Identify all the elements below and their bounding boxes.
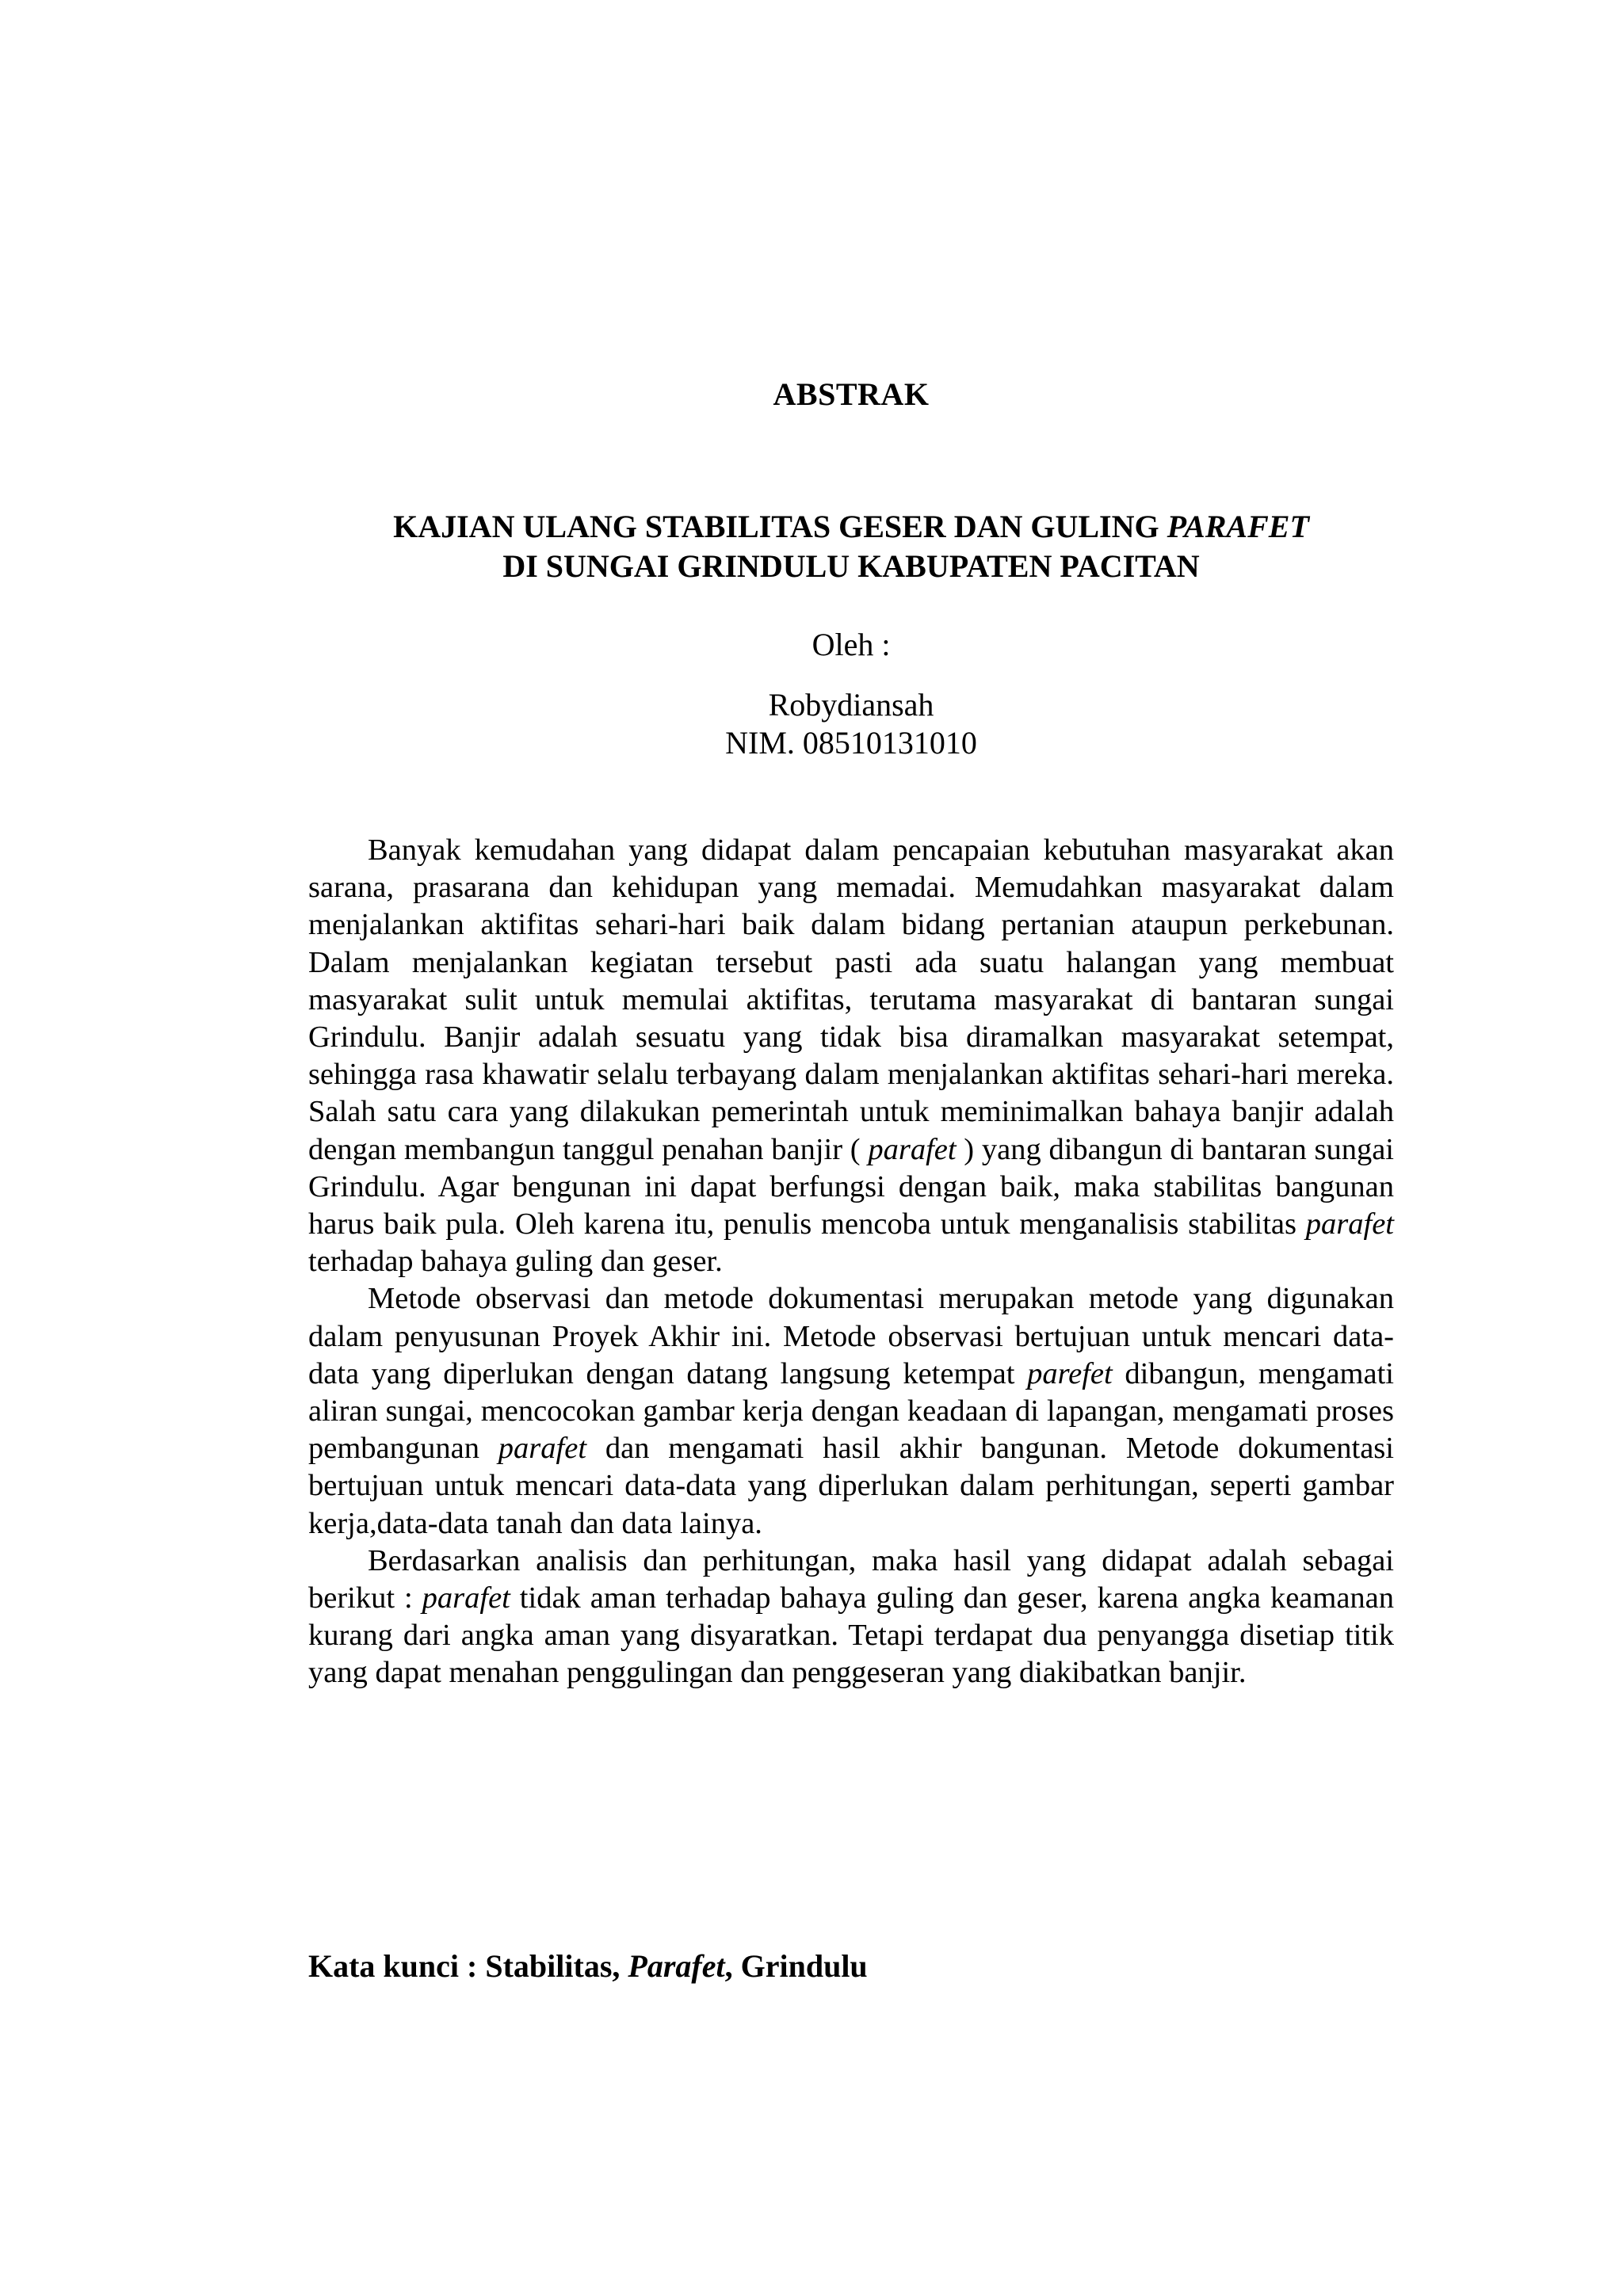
title-line-1-text: KAJIAN ULANG STABILITAS GESER DAN GULING — [393, 509, 1167, 544]
paragraph-3 — [308, 1543, 1394, 1692]
keywords-rest: , Grindulu — [724, 1948, 868, 1984]
paragraph-1-italic-d: parafet — [1305, 1207, 1394, 1241]
by-label: Oleh : — [812, 627, 891, 662]
paragraph-3-text-c: tidak aman terhadap bahaya guling dan geser, karena angka keamanan kurang dari angka aman yang disyaratkan. Tetapi terdapat dua penyangga disetiap titik yang dapat menahan penggulingan dan penggeseran yang diakibatkan banjir. — [308, 1581, 1395, 1690]
title-line-1-italic: PARAFET — [1167, 509, 1309, 544]
keywords-italic: Parafet — [628, 1948, 725, 1984]
abstract-body — [308, 832, 1394, 1692]
paragraph-1-text-a: Banyak kemudahan yang didapat dalam pencapaian kebutuhan masyarakat akan sarana, prasarana dan kehidupan yang memadai. Memudahkan masyarakat dalam menjalankan aktifitas sehari-hari baik dalam bidang pertanian ataupun perkebunan. Dalam menjalankan kegiatan tersebut pasti ada suatu halangan yang membuat masyarakat sulit untuk memulai aktifitas, terutama masyarakat di bantaran sungai Grindulu. Banjir adalah sesuatu yang tidak bisa diramalkan masyarakat setempat, sehingga rasa khawatir selalu terbayang dalam menjalankan aktifitas sehari-hari mereka. Salah satu cara yang dilakukan pemerintah untuk meminimalkan bahaya banjir adalah dengan membangun tanggul penahan banjir ( — [308, 833, 1394, 1166]
paragraph-1-text-e: terhadap bahaya guling dan geser. — [308, 1245, 723, 1279]
paragraph-2-text-c: dibangun, mengamati aliran sungai, mencocokan gambar kerja dengan keadaan di lapangan, mengamati proses pembangunan — [308, 1356, 1394, 1466]
abstract-heading: ABSTRAK — [773, 376, 930, 412]
paragraph-2-italic-b: parefet — [1027, 1356, 1113, 1390]
author-name: Robydiansah — [768, 687, 934, 723]
author-block — [0, 686, 1623, 762]
paragraph-1-text-c: ) yang dibangun di bantaran sungai Grindulu. Agar bengunan ini dapat berfungsi dengan baik, maka stabilitas bangunan harus baik pula. Oleh karena itu, penulis mencoba untuk menganalisis stabilitas — [308, 1132, 1394, 1241]
author-nim: NIM. 08510131010 — [725, 725, 977, 761]
paragraph-1-italic-b: parafet — [868, 1132, 957, 1166]
paragraph-2-text-a: Metode observasi dan metode dokumentasi merupakan metode yang digunakan dalam penyusunan Proyek Akhir ini. Metode observasi bertujuan untuk mencari data-data yang diperlukan dengan datang langsung ketempat — [308, 1282, 1394, 1390]
keywords-line — [308, 1947, 868, 1985]
thesis-title — [0, 507, 1623, 586]
paragraph-2 — [308, 1280, 1394, 1542]
paragraph-3-italic-b: parafet — [422, 1581, 510, 1615]
title-line-1 — [0, 507, 1623, 547]
keywords-label: Kata kunci : Stabilitas, — [308, 1948, 628, 1984]
paragraph-2-text-e: dan mengamati hasil akhir bangunan. Metode dokumentasi bertujuan untuk mencari data-data yang diperlukan dalam perhitungan, seperti gambar kerja,data-data tanah dan data lainya. — [308, 1432, 1394, 1540]
paragraph-3-text-a: Berdasarkan analisis dan perhitungan, maka hasil yang didapat adalah sebagai berikut : — [308, 1543, 1394, 1615]
paragraph-2-italic-d: parafet — [498, 1432, 587, 1466]
paragraph-1 — [308, 832, 1394, 1280]
title-line-2: DI SUNGAI GRINDULU KABUPATEN PACITAN — [502, 548, 1200, 584]
